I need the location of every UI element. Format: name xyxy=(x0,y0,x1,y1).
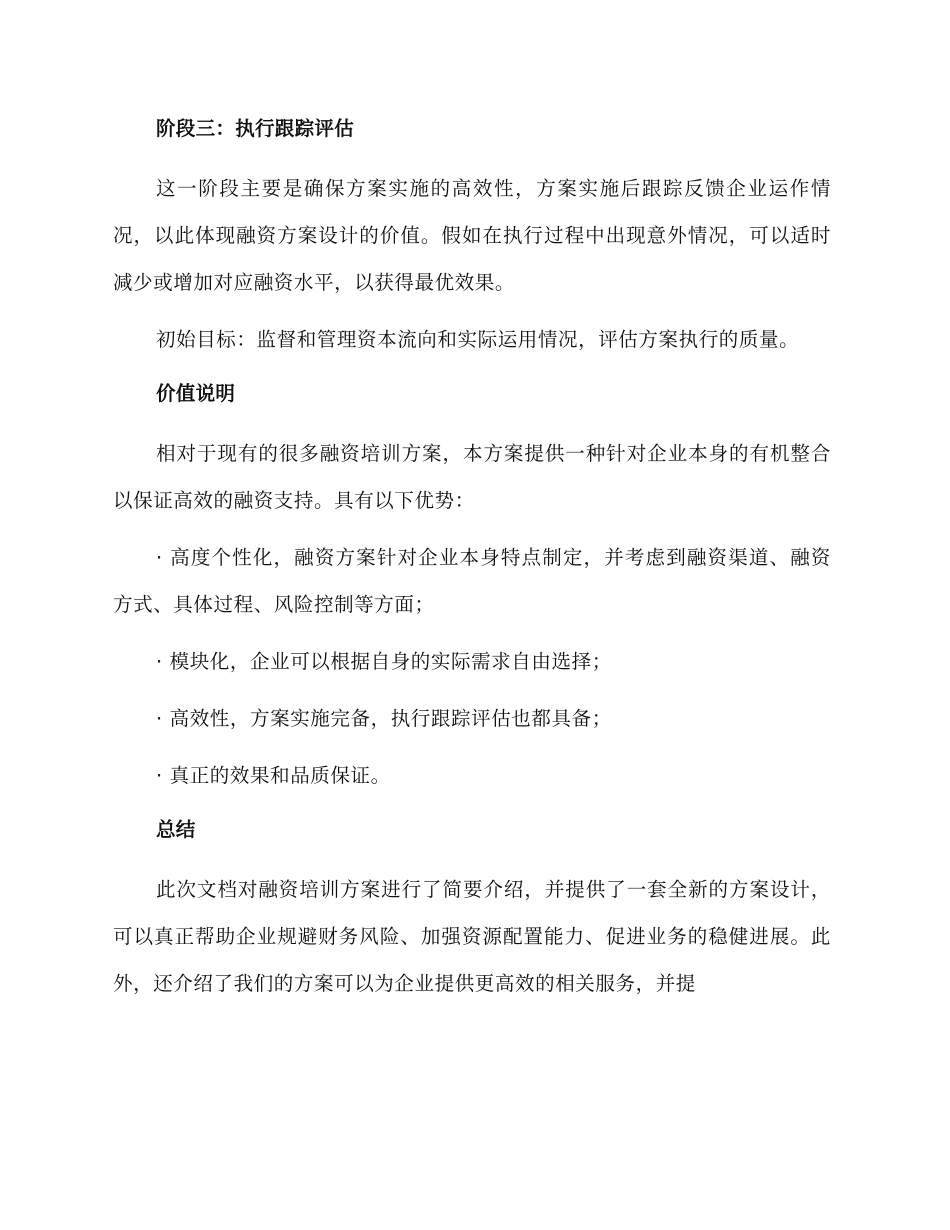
bullet-item-efficient: · 高效性，方案实施完备，执行跟踪评估也都具备； xyxy=(156,707,612,730)
document-body xyxy=(113,108,831,1017)
bullet-item-quality: · 真正的效果和品质保证。 xyxy=(156,764,391,787)
section-heading-summary: 总结 xyxy=(156,818,196,841)
value-paragraph: 相对于现有的很多融资培训方案，本方案提供一种针对企业本身的有机整合以保证高效的融资支持。具有以下优势： xyxy=(113,442,831,512)
section-heading-stage-three: 阶段三：执行跟踪评估 xyxy=(156,117,355,140)
summary-paragraph: 此次文档对融资培训方案进行了简要介绍，并提供了一套全新的方案设计，可以真正帮助企业规避财务风险、加强资源配置能力、促进业务的稳健进展。此外，还介绍了我们的方案可以为企业提供更高效的相关服务，并提 xyxy=(113,878,831,995)
bullet-item-personalized: · 高度个性化，融资方案针对企业本身特点制定，并考虑到融资渠道、融资方式、具体过程、风险控制等方面； xyxy=(113,546,831,616)
stage-three-paragraph: 这一阶段主要是确保方案实施的高效性，方案实施后跟踪反馈企业运作情况，以此体现融资方案设计的价值。假如在执行过程中出现意外情况，可以适时减少或增加对应融资水平，以获得最优效果。 xyxy=(113,177,831,294)
bullet-item-modular: · 模块化，企业可以根据自身的实际需求自由选择； xyxy=(156,650,612,673)
section-heading-value: 价值说明 xyxy=(156,382,236,405)
initial-goal-paragraph: 初始目标：监督和管理资本流向和实际运用情况，评估方案执行的质量。 xyxy=(156,328,800,351)
